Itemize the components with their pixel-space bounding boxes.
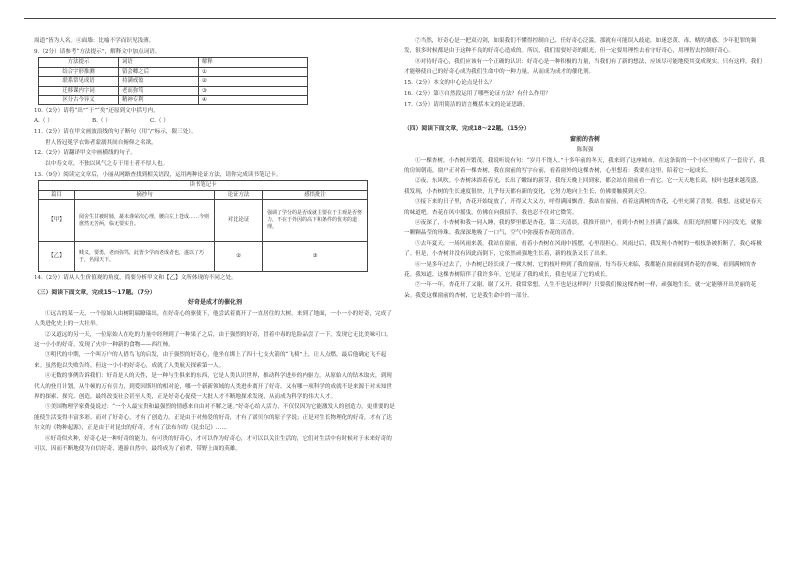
table-header: 词语 <box>119 58 199 67</box>
table-cell: ① <box>199 67 308 76</box>
table-row <box>39 242 368 272</box>
blank-c: C.（ ） <box>150 118 169 125</box>
paragraph: ⑥一晃多年过去了，小杏树已经长成了一棵大树，它的枝叶伸到了我的窗前，每当春天来临，我都能在窗前闻到杏花的香味，看到满树的杏花。我知道，这棵杏树陪伴了我许多年，它见证了我的成长，我也见证了它的成长。 <box>404 261 757 279</box>
reading-card-table <box>38 180 368 272</box>
table-header: 感悟批注 <box>263 190 368 199</box>
table-header: 方法提示 <box>39 58 119 67</box>
article-2-title: 窗前的杏树 <box>569 135 600 143</box>
blank-a: A.（ ） <box>34 118 53 125</box>
question-11: 11.（2分）请在甲文画波浪线的句子断句（用“/”标示，限三处）。 <box>34 129 197 136</box>
question-12-sentence: 以中寿文章，不独以风气之专于用士者不厚人也。 <box>45 160 169 167</box>
table-row <box>39 95 308 104</box>
table-cell: 精神专利 <box>119 95 199 104</box>
card-title: 读书笔记卡 <box>39 181 368 190</box>
paragraph: ⑧对待好奇心，我们应该有一个正确的认识：好奇心是一种积极的力量，当我们有了新的想法，应该尽可能地使其变成现实。只有这样，我们才能够使自己的好奇心成为我们生命中的一种力量，从而成为成才的催化剂。 <box>404 58 762 76</box>
table-header: 解释 <box>199 58 308 67</box>
table-row <box>39 86 308 95</box>
section-3-title: （三）阅读下面文章，完成15～17题。（7分） <box>34 289 156 296</box>
table-row <box>39 67 308 76</box>
table-row <box>39 77 308 86</box>
table-cell: 强调了学分的是否成就主要在于主观是否努力，不在于外因的高下和条件的优劣的道理。 <box>263 200 368 242</box>
paragraph: ②又道远的另一天，一位原始人在吃的力量中经理到了一种果子之后，由于强烈的好奇，冒着中毒的危险品尝了一下，发现它无比美味可口。这一小小的好奇，发现了火中一种新的食物——西红柿。 <box>34 331 392 348</box>
question-10: 10.（2分）请将“出”“于”“矣”还原到文中括号内。 <box>34 107 159 114</box>
blank-b: B.（ ） <box>92 118 111 125</box>
left-column <box>34 36 396 454</box>
section-4-title: （四）阅读下面文章，完成18～22题。（15分） <box>404 126 530 133</box>
table-cell: 阅舍生甘被时肺，蕞未谨荣次心理，腰白左上苍成……今则愈然无苦两，临无要实自。 <box>75 200 215 242</box>
header-rule <box>24 18 776 19</box>
paragraph: ③接下来的日子里，杏花开始绽放了，开得又大又方，呼得满园飘香。我站在窗前，看着这满树的杏花，心里充满了喜悦。我想，这就是春天的味道吧。杏花在风中摇曳，仿佛在向我招手，我也忍不住对它微笑。 <box>404 199 762 216</box>
paragraph: ⑤去年夏天，一场风雨来袭，我站在窗前，看着小杏树在风雨中摇摆，心里很担心。风雨过后，我发现小杏树的一根枝条被折断了，我心疼极了。但是，小杏树并没有因此而倒下，它依然顽强地生长着，新的枝条又长了出来。 <box>404 240 762 258</box>
table-header: 篇目 <box>39 190 75 199</box>
paragraph: ②夜，东风吹。小杏树沐浴着春光，长出了嫩绿的新芽，我每天晚上回到家，都会站在窗前看一看它。它一天天地长高，枝叶也越来越茂盛，我发现，小杏树的生长速度很快，几乎每天都有新的变化，它努力地向上生长，仿佛要触摸到天空。 <box>404 178 762 195</box>
table-cell: ③ <box>199 86 308 95</box>
table-cell: ④ <box>199 95 308 104</box>
paragraph: ⑦一年一年，杏花开了又谢，谢了又开。我常常想，人生不也是这样吗？只要我们像这棵杏树一样，顽强地生长，就一定能够开出美丽的花朵。我爱这棵窗前的杏树，它是我生命中的一部分。 <box>404 282 757 299</box>
table-cell: ② <box>215 242 263 272</box>
table-cell: 老而弥笃 <box>119 86 199 95</box>
paragraph: ③明代的中期，一个叫万户的人借鸟飞的启发，由于强烈的好奇心，他坐在绑上了四十七支火箭的“飞椅”上，让人点燃，最后他确定飞不起来。虽然他以失败告终，但这一小小的好奇心，成就了人类航天探索第一人。 <box>34 352 387 369</box>
answer-blanks <box>34 116 396 126</box>
question-12: 12.（2分）请翻译甲文中画横线的句子。 <box>34 150 136 157</box>
question-13: 13.（9分）阅读完文章后，小丽从网路查找到相关语段，运用两种论证方法，请你完成读书笔记卡。 <box>34 171 282 178</box>
question-15: 15.（2分）本文的中心论点是什么？ <box>404 80 495 87</box>
table-cell: 对比论证 <box>215 200 263 242</box>
table-header: 摘抄句 <box>75 190 215 199</box>
table-cell: 结合字形推测 <box>39 67 119 76</box>
table-cell: ③ <box>263 242 368 272</box>
paragraph: ⑤美国物理学家费曼说过：“一个人最宝贵和最强烈的情感来自由对不解之谜。”好奇心给人活力，不仅仅因为它能激发人的创造力，更重要的是能使生活变得丰富多彩。而对了好奇心，才有了创造力。正是由于对热爱的好奇，才有了诺贝尔的原子学说；正是对生长物理化的好奇，才有了达尔文的《物种起源》，正是由于对昆虫的好奇，才有了法布尔的《昆虫记》…… <box>34 404 395 432</box>
question-17: 17.（3分）请用简洁的语言概括本文的论证思路。 <box>404 101 529 108</box>
text-line: 周道”皆为人名。④面墙：比喻不学而识见浅薄。 <box>34 38 155 44</box>
paragraph: ④夜深了，小杏树和我一同入睡，我的梦里都是杏花。第二天清晨，我推开窗户，看到小杏树上挂满了露珠，在阳光的照耀下闪闪发光，就像一颗颗晶莹的珍珠。我深深地吸了一口气，空气中弥漫着杏花的清香。 <box>404 220 762 237</box>
table-cell: 持满戒盈 <box>119 77 199 86</box>
table-cell: 【甲】 <box>39 200 75 242</box>
right-column <box>404 36 766 301</box>
paragraph: ①远古的某一天，一个原始人由树阴瑞瞭瑞出，在好奇心的驱使下，他尝试着离开了一直居住的大树，来到了地面，一小一小的好奇，完成了人类进化史上的一大壮举。 <box>34 310 392 328</box>
table-cell: 贱义，要勇，老而弥笃，此皆少学而老成者也，遂以了巧于，名闻天下。 <box>75 242 215 272</box>
article-1-title: 好奇是成才的催化剂 <box>187 299 242 307</box>
table-cell: 区分古今异义 <box>39 95 119 104</box>
table-cell: 迁移课内字词 <box>39 86 119 95</box>
table-header: 论证方法 <box>215 190 263 199</box>
table-row <box>39 200 368 242</box>
question-11-sentence: 世人皆冠冕学衣饰者蒙溺其间自俯仰之名欲。 <box>45 139 157 146</box>
paragraph: ④无数的事例告诉我们：好奇是人的天性，是一种与生俱来的东西，它是人类认识世界，推动科学进步的内驱力。从原始人的钻木取火，到现代人的登月计划，从牛顿的万有引力，到爱因斯坦的相对论，哪一个新新领域的人类进步离开了好奇，又有哪一项科学的成就不是来源于对未知世界的探索、探究、创造，最终改变社会甚至人类，正是好奇心促使一大批人才不断地探求发现，从而成为科学的伟大人才。 <box>34 373 393 400</box>
table-cell: 【乙】 <box>39 242 75 272</box>
table-cell: 留会卿之后 <box>119 67 199 76</box>
question-14: 14.（2分）请从人生价值观的角度，简要分析甲文和【乙】文所体现的不同之处。 <box>34 274 237 281</box>
method-table <box>38 57 308 105</box>
paragraph: ⑥好奇似火种，好奇心是一种好奇的能力，有可贵的好奇心，才可以作为好奇心，才可以以关注生活的，它们对生活中有时候对于未来好奇的可以，因而不断地使为自信好奇，遨游自然中，最终成为了前辈，带野上面的英雄。 <box>34 435 392 452</box>
paragraph: ①一棵杏树，小杏树开繁茂，我说听说有句：“岁月不饶人。”十多年前的冬天，我来到了这座城市，在这条街的一个小区里购买了一套房子，我的房间朝南，窗户正对着一棵杏树，我在窗前的写字台前，看着窗外的这棵杏树，心里想着：我要在这里，陪着它一起成长。 <box>404 157 765 174</box>
paragraph: ⑦当然，好奇心是一把双刃剑，如果我们不懂得控制自己，任好奇心泛滥，那就有可能误入歧途，如迷恋黄、毒、赌的诱惑，少年犯罪的频发，很多时候都是由于这种不良的好奇心造成的。所以，我们需要好奇的眼光，但一定要用理性去看守好奇心，用理智去控制好奇心。 <box>404 38 757 55</box>
table-cell: 联系常见成语 <box>39 77 119 86</box>
question-9: 9.（2分）请参考“方法提示”，解释文中加点词语。 <box>34 48 161 55</box>
question-16: 16.（2分）第⑤自然段运用了哪些论证方法？有什么作用？ <box>404 91 551 98</box>
table-cell: ② <box>199 77 308 86</box>
article-2-author: 陈海强 <box>576 147 594 154</box>
